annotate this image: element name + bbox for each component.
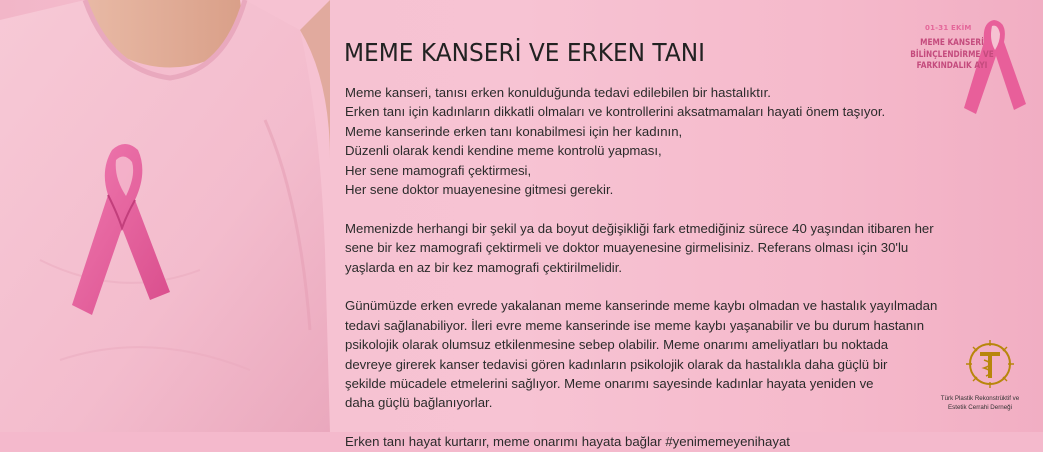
caduceus-emblem-icon [964,338,1016,390]
headline: MEME KANSERİ VE ERKEN TANI [344,38,705,67]
text-line: Memenizde herhangi bir şekil ya da boyut değişikliği fark etmediğiniz sürece 40 yaşından itibaren her [345,220,934,236]
campaign-title-line: FARKINDALIK AYI [916,60,988,71]
text-line: sene bir kez mamografi çektirmeli ve doktor muayenesine girmelisiniz. Referans olması için 30'lu [345,240,909,256]
campaign-title-line: BİLİNÇLENDİRME VE [910,48,994,59]
text-line: Erken tanı hayat kurtarır, meme onarımı hayata bağlar #yenimemeyenihayat [345,434,790,450]
paragraph [345,83,960,199]
campaign-title [908,37,996,72]
text-line: Her sene mamografi çektirmesi, [345,162,532,178]
campaign-title-line: MEME KANSERİ [920,37,984,47]
text-line: Düzenli olarak kendi kendine meme kontrolü yapması, [345,143,662,159]
paragraph [345,219,960,277]
text-line: şekilde mücadele etmelerini sağlıyor. Meme onarımı sayesinde kadınlar hayata yeniden ve [345,376,874,392]
text-line: yaşlarda en az bir kez mamografi çektirilmelidir. [345,259,623,275]
closing-slogan [345,432,960,451]
paragraph [345,296,960,412]
society-name [920,394,1040,412]
woman-pink-shirt-illustration [0,0,330,432]
text-line: Meme kanseri, tanısı erken konulduğunda tedavi edilebilen bir hastalıktır. [345,85,771,100]
campaign-dates: 01-31 EKİM [925,24,972,32]
society-logo-block [920,338,1040,428]
society-name-line: Türk Plastik Rekonstrüktif ve [940,395,1020,402]
text-line: tedavi sağlanabiliyor. İleri evre meme kanserinde ise meme kaybı yaşanabilir ve bu durum hastanın [345,317,925,333]
text-line: Meme kanserinde erken tanı konabilmesi için her kadının, [345,123,683,139]
society-name-line: Estetik Cerrahi Derneği [948,404,1012,411]
woman-pink-shirt-photo [0,0,330,432]
text-line: daha güçlü bağlanıyorlar. [345,395,493,411]
text-line: Her sene doktor muayenesine gitmesi gerekir. [345,182,614,198]
text-line: psikolojik olarak olumsuz etkilenmesine sebep olabilir. Meme onarımı ameliyatları bu noktada [345,337,889,353]
text-line: devreye girerek kanser tedavisi gören kadınların psikolojik olarak da hastalıkla daha güçlü bir [345,356,888,372]
article-body [345,83,960,452]
text-line: Günümüzde erken evrede yakalanan meme kanserinde meme kaybı olmadan ve hastalık yayılmadan [345,298,938,314]
text-line: Erken tanı için kadınların dikkatli olmaları ve kontrollerini aksatmamaları hayati önem taşıyor. [345,104,886,120]
awareness-month-badge [880,12,1040,122]
